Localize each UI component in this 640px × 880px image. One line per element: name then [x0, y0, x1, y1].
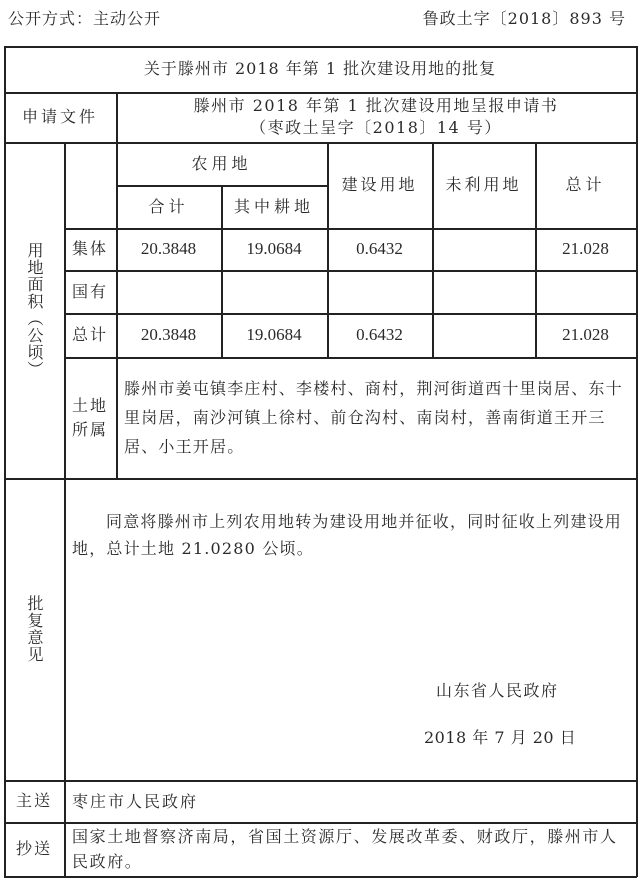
- application-document: [116, 92, 636, 142]
- document-number: 鲁政土字〔2018〕893 号: [422, 9, 626, 28]
- cell-farmland-total: 20.3848: [140, 239, 197, 258]
- column-header-total: 总计: [565, 175, 606, 194]
- cell-cultivated: 19.0684: [246, 239, 302, 258]
- application-document-number: （枣政土呈字〔2018〕14 号）: [250, 118, 502, 137]
- approval-date: 2018 年 7 月 20 日: [424, 728, 577, 747]
- ownership-text: 滕州市姜屯镇李庄村、李楼村、商村，荆河街道西十里岗居、东十里岗居，南沙河镇上徐村、前仓沟村、南岗村，善南街道王开三居、小王开居。: [124, 379, 623, 456]
- cell-construction: 0.6432: [356, 325, 403, 344]
- cc-value: 国家土地督察济南局，省国土资源厅、发展改革委、财政厅，滕州市人民政府。: [72, 827, 618, 871]
- column-header-construction: 建设用地: [341, 175, 418, 194]
- ownership-label-line1: 土地: [71, 395, 108, 415]
- area-section-label: [4, 142, 64, 478]
- cell-farmland-total: 20.3848: [140, 325, 197, 344]
- cc-label: 抄送: [15, 839, 52, 858]
- cell-total: 21.028: [562, 325, 609, 344]
- column-header-cultivated: 其中耕地: [233, 196, 314, 216]
- cell-unused: [432, 313, 535, 357]
- cell-cultivated: [221, 270, 327, 313]
- divider: [4, 876, 637, 878]
- cell-unused: [432, 270, 535, 313]
- cell-total: [535, 270, 636, 313]
- ownership-label: [64, 357, 116, 478]
- main-recipient-value: 枣庄市人民政府: [72, 792, 199, 811]
- divider: [4, 780, 637, 782]
- row-label-state-owned: 国有: [71, 281, 108, 301]
- form-title: 关于滕州市 2018 年第 1 批次建设用地的批复: [143, 59, 497, 78]
- column-header-farmland-total: 合计: [148, 196, 189, 216]
- divider: [4, 478, 637, 480]
- approval-label-text: 批复意见: [25, 595, 44, 663]
- main-recipient-label: 主送: [15, 791, 52, 810]
- disclosure-method: 公开方式：主动公开: [8, 9, 162, 28]
- divider: [636, 46, 638, 877]
- cell-farmland-total: [116, 270, 221, 313]
- approval-label: [4, 478, 64, 780]
- cell-cultivated: 19.0684: [246, 325, 302, 344]
- ownership-label-line2: 所属: [71, 419, 108, 439]
- cell-construction: [327, 270, 432, 313]
- approval-signer: 山东省人民政府: [436, 681, 559, 700]
- area-section-label-text: 用地面积（公顷）: [25, 242, 44, 378]
- approval-text: 同意将滕州市上列农用地转为建设用地并征收，同时征收上列建设用地，总计土地 21.0280 公顷。: [72, 512, 623, 558]
- application-label: 申请文件: [21, 107, 98, 126]
- column-header-unused: 未利用地: [445, 175, 522, 194]
- column-header-farmland: 农用地: [191, 153, 252, 173]
- cell-construction: 0.6432: [356, 239, 403, 258]
- application-document-title: 滕州市 2018 年第 1 批次建设用地呈报申请书: [193, 96, 559, 115]
- cell-unused: [432, 228, 535, 270]
- row-label-collective: 集体: [71, 239, 108, 258]
- divider: [64, 357, 637, 359]
- cell-total: 21.028: [562, 239, 609, 258]
- row-label-total: 总计: [71, 325, 108, 344]
